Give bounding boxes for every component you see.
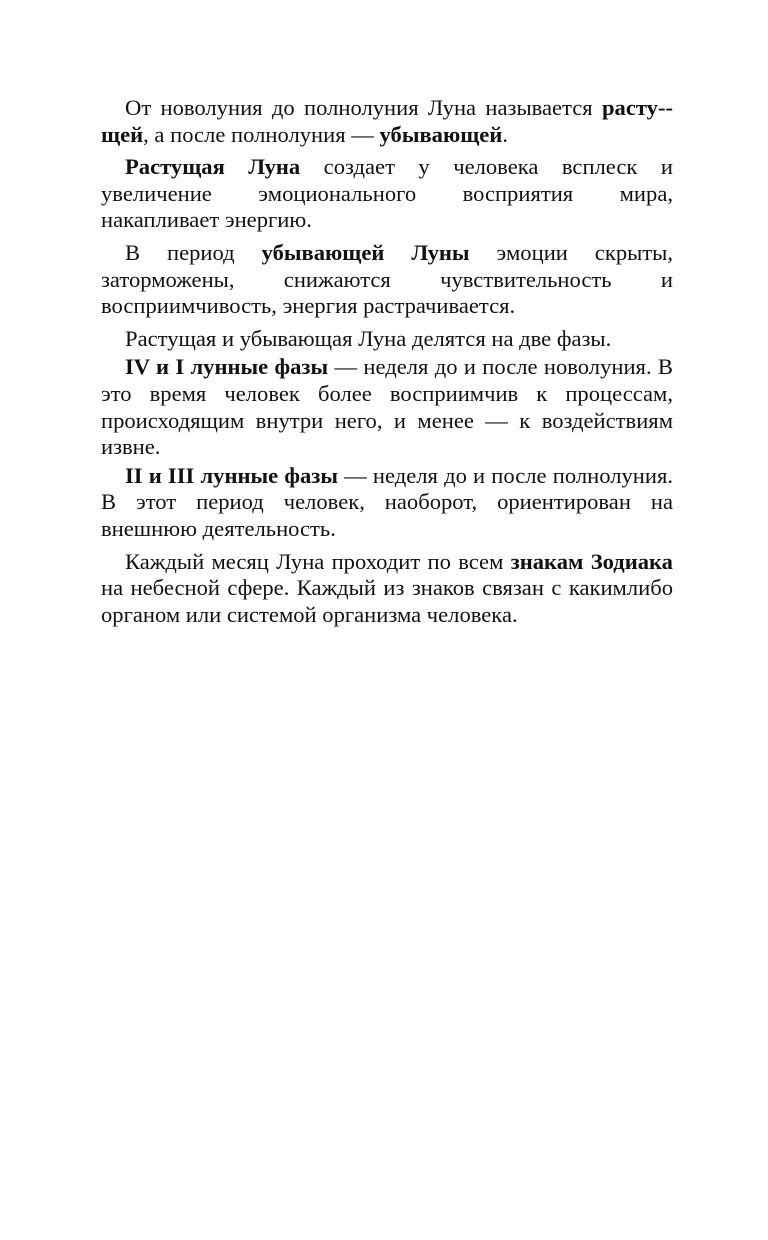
term-bold: убывающей Луны — [261, 239, 470, 265]
term-bold: IV и I лунные фазы — [125, 354, 329, 380]
paragraph — [101, 95, 673, 148]
paragraph — [101, 354, 673, 460]
text-run: — неделя до и после новолуния. В это время человек более восприимчив к процессам, происходящим внутри него, и менее — к воздействиям извне. — [101, 354, 673, 460]
page-body — [101, 95, 673, 634]
paragraph — [101, 326, 673, 353]
paragraph — [101, 549, 673, 629]
text-run: . — [502, 121, 509, 147]
text-run: Каждый месяц Луна проходит по всем — [125, 548, 511, 574]
paragraph — [101, 463, 673, 543]
paragraph — [101, 154, 673, 234]
term-bold: расту-щей — [101, 95, 673, 147]
text-run: — неделя до и после полнолуния. В этот период человек, наоборот, ориентирован на внешнюю деятельность. — [101, 462, 673, 541]
text-run: эмоции скрыты, заторможены, снижаются чувствительность и восприимчивость, энергия растрачивается. — [101, 239, 673, 319]
text-run: В период — [125, 239, 262, 265]
term-bold: Растущая Луна — [125, 154, 301, 180]
paragraph — [101, 240, 673, 320]
text-run: Растущая и убывающая Луна делятся на две фазы. — [125, 325, 612, 351]
text-run: создает у человека всплеск и увеличение эмоционального восприятия мира, накапливает энергию. — [101, 154, 673, 233]
text-run: на небесной сфере. Каждый из знаков связан с какимлибо органом или системой организма человека. — [101, 575, 673, 627]
term-bold: II и III лунные фазы — [125, 462, 338, 488]
term-bold: убывающей — [379, 121, 503, 147]
text-run: , а после полнолуния — — [143, 121, 380, 147]
text-run: От новолуния до полнолуния Луна называется — [125, 95, 602, 120]
term-bold: знакам Зодиака — [510, 548, 673, 574]
